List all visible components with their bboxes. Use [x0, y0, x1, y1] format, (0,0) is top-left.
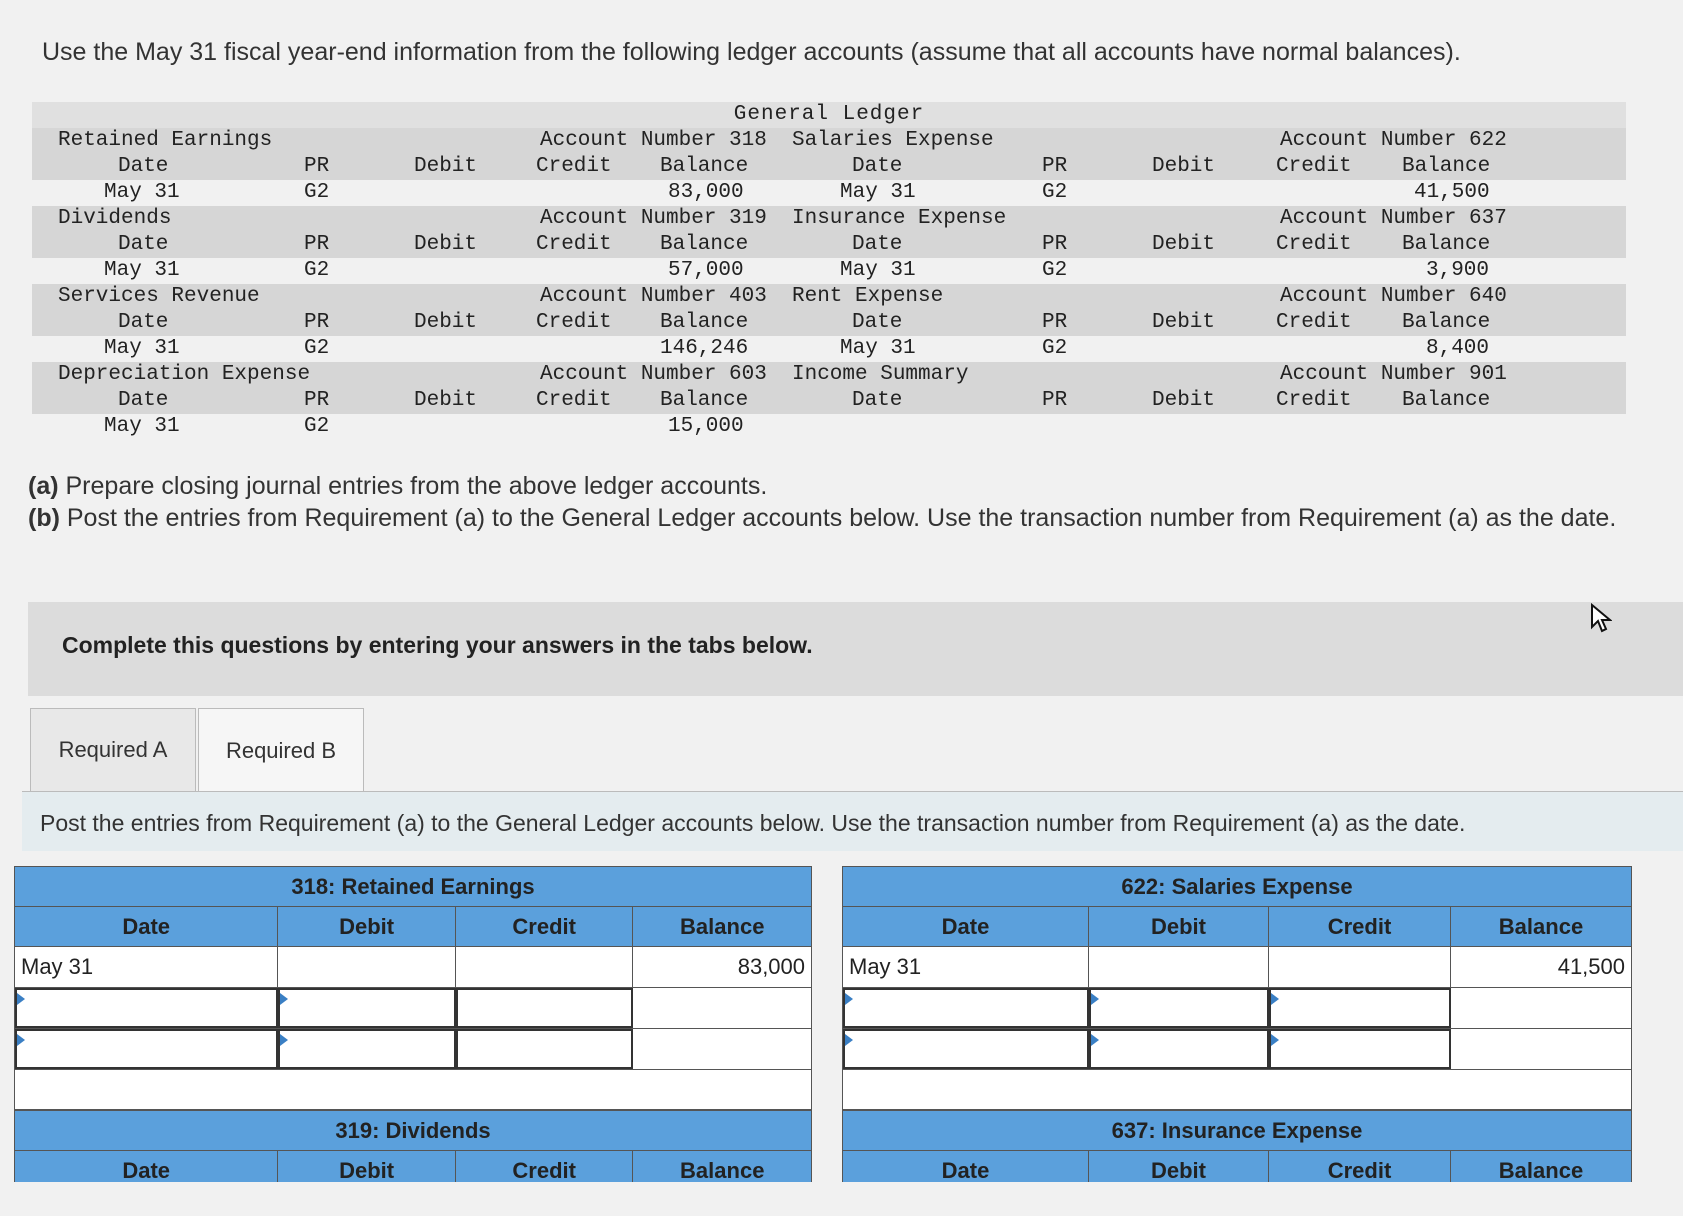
account-name: Rent Expense	[792, 285, 944, 308]
ledger-account-header	[32, 206, 1626, 232]
entry-balance: 3,900	[1426, 259, 1490, 282]
ledger-account-header	[32, 128, 1626, 154]
requirements-text	[28, 470, 1658, 534]
header-debit: Debit	[1089, 1151, 1269, 1182]
entry-balance: 146,246	[660, 337, 749, 360]
col-debit: Debit	[414, 311, 478, 334]
debit-input[interactable]	[1089, 988, 1269, 1028]
col-credit: Credit	[1276, 389, 1352, 412]
debit-input[interactable]	[1089, 1029, 1269, 1069]
col-credit: Credit	[536, 311, 612, 334]
ledger-table-637	[842, 1110, 1632, 1182]
entry-pr: G2	[304, 259, 330, 282]
table-header-row	[843, 907, 1631, 947]
table-title: 637: Insurance Expense	[843, 1111, 1631, 1151]
col-pr: PR	[304, 389, 330, 412]
col-pr: PR	[304, 311, 330, 334]
account-number: Account Number 403	[540, 285, 767, 308]
ledger-entry-row	[32, 180, 1626, 206]
entry-pr: G2	[1042, 337, 1068, 360]
col-balance: Balance	[1402, 155, 1491, 178]
header-date: Date	[843, 1151, 1089, 1182]
col-balance: Balance	[1402, 233, 1491, 256]
col-date: Date	[118, 155, 169, 178]
table-header-row	[15, 1151, 811, 1182]
entry-date: May 31	[104, 259, 180, 282]
debit-input[interactable]	[278, 988, 456, 1028]
header-date: Date	[843, 907, 1089, 946]
entry-date: May 31	[104, 337, 180, 360]
entry-balance: 57,000	[668, 259, 744, 282]
col-date: Date	[852, 155, 903, 178]
table-title: 319: Dividends	[15, 1111, 811, 1151]
header-credit: Credit	[456, 907, 634, 946]
col-balance: Balance	[660, 155, 749, 178]
table-input-row	[15, 1029, 811, 1070]
date-input[interactable]	[843, 1029, 1089, 1069]
account-name: Dividends	[58, 207, 172, 230]
dropdown-marker-icon	[1091, 993, 1099, 1005]
col-balance: Balance	[1402, 311, 1491, 334]
account-number: Account Number 637	[1280, 207, 1507, 230]
account-name: Insurance Expense	[792, 207, 1007, 230]
balance-cell	[1451, 1029, 1631, 1069]
table-input-row	[843, 1029, 1631, 1070]
col-pr: PR	[1042, 233, 1068, 256]
ledger-column-headers	[32, 232, 1626, 258]
balance-cell	[633, 988, 811, 1028]
ledger-column-headers	[32, 154, 1626, 180]
cell-debit	[1089, 947, 1269, 987]
debit-input[interactable]	[278, 1029, 456, 1069]
col-balance: Balance	[660, 311, 749, 334]
entry-date: May 31	[840, 337, 916, 360]
requirement-a	[28, 470, 1658, 502]
balance-cell	[633, 1029, 811, 1069]
account-number: Account Number 603	[540, 363, 767, 386]
col-credit: Credit	[536, 233, 612, 256]
col-debit: Debit	[1152, 389, 1216, 412]
ledger-column-headers	[32, 310, 1626, 336]
dropdown-marker-icon	[280, 993, 288, 1005]
ledger-column-headers	[32, 388, 1626, 414]
account-name: Income Summary	[792, 363, 969, 386]
requirement-a-label: (a)	[28, 472, 59, 500]
tab-panel-instruction	[22, 791, 1683, 851]
col-debit: Debit	[414, 233, 478, 256]
account-number: Account Number 319	[540, 207, 767, 230]
header-debit: Debit	[278, 907, 456, 946]
entry-date: May 31	[840, 181, 916, 204]
tab-required-b[interactable]: Required B	[198, 708, 364, 792]
cell-credit	[1269, 947, 1451, 987]
requirement-b-label: (b)	[28, 504, 60, 532]
account-number: Account Number 622	[1280, 129, 1507, 152]
cell-credit	[456, 947, 634, 987]
entry-date: May 31	[104, 415, 180, 438]
col-credit: Credit	[1276, 233, 1352, 256]
mouse-pointer-icon	[1590, 603, 1612, 633]
col-debit: Debit	[414, 389, 478, 412]
credit-input[interactable]	[456, 988, 634, 1028]
cell-date: May 31	[15, 947, 278, 987]
entry-balance: 15,000	[668, 415, 744, 438]
col-debit: Debit	[1152, 155, 1216, 178]
ledger-entry-row	[32, 336, 1626, 362]
account-name: Depreciation Expense	[58, 363, 311, 386]
col-date: Date	[852, 233, 903, 256]
date-input[interactable]	[15, 988, 278, 1028]
col-credit: Credit	[1276, 311, 1352, 334]
banner-text: Complete this questions by entering your answers in the tabs below.	[62, 632, 813, 658]
dropdown-marker-icon	[280, 1034, 288, 1046]
header-credit: Credit	[456, 1151, 634, 1182]
ledger-table-319	[14, 1110, 812, 1182]
requirement-b-text: Post the entries from Requirement (a) to the General Ledger accounts below. Use the transaction number from Requirement (a) as the date.	[59, 504, 1617, 532]
instructions-banner	[28, 602, 1683, 696]
col-date: Date	[118, 389, 169, 412]
col-credit: Credit	[536, 389, 612, 412]
col-debit: Debit	[1152, 233, 1216, 256]
account-name: Retained Earnings	[58, 129, 273, 152]
ledger-info	[32, 102, 1626, 440]
dropdown-marker-icon	[1271, 993, 1279, 1005]
col-date: Date	[118, 311, 169, 334]
ledger-entry-row	[32, 414, 1626, 440]
entry-balance: 83,000	[668, 181, 744, 204]
dropdown-marker-icon	[845, 1034, 853, 1046]
col-balance: Balance	[660, 389, 749, 412]
col-credit: Credit	[1276, 155, 1352, 178]
header-credit: Credit	[1269, 907, 1451, 946]
requirement-a-text: Prepare closing journal entries from the above ledger accounts.	[58, 472, 768, 500]
entry-balance: 8,400	[1426, 337, 1490, 360]
dropdown-marker-icon	[1271, 1034, 1279, 1046]
account-number: Account Number 640	[1280, 285, 1507, 308]
entry-pr: G2	[304, 415, 330, 438]
table-input-row	[843, 988, 1631, 1029]
col-balance: Balance	[1402, 389, 1491, 412]
credit-input[interactable]	[1269, 1029, 1451, 1069]
ledger-title: General Ledger	[32, 102, 1626, 128]
col-balance: Balance	[660, 233, 749, 256]
table-row	[843, 947, 1631, 988]
ledger-account-header	[32, 362, 1626, 388]
header-balance: Balance	[1498, 914, 1584, 939]
col-pr: PR	[304, 233, 330, 256]
col-debit: Debit	[1152, 311, 1216, 334]
intro-text: Use the May 31 fiscal year-end information from the following ledger accounts (assume that all accounts have normal balances).	[42, 38, 1461, 66]
col-pr: PR	[1042, 389, 1068, 412]
account-number: Account Number 318	[540, 129, 767, 152]
col-date: Date	[852, 389, 903, 412]
table-title: 318: Retained Earnings	[15, 867, 811, 907]
entry-pr: G2	[1042, 181, 1068, 204]
cell-balance: 41,500	[1557, 954, 1625, 979]
date-input[interactable]	[843, 988, 1089, 1028]
header-date: Date	[15, 907, 278, 946]
entry-pr: G2	[1042, 259, 1068, 282]
header-credit: Credit	[1269, 1151, 1451, 1182]
credit-input[interactable]	[456, 1029, 634, 1069]
table-title: 622: Salaries Expense	[843, 867, 1631, 907]
credit-input[interactable]	[1269, 988, 1451, 1028]
account-number: Account Number 901	[1280, 363, 1507, 386]
dropdown-marker-icon	[1091, 1034, 1099, 1046]
cell-date: May 31	[843, 947, 1089, 987]
entry-date: May 31	[104, 181, 180, 204]
col-debit: Debit	[414, 155, 478, 178]
header-balance: Balance	[1498, 1158, 1584, 1182]
table-header-row	[15, 907, 811, 947]
account-name: Services Revenue	[58, 285, 260, 308]
cell-debit	[278, 947, 456, 987]
header-balance: Balance	[680, 1158, 765, 1182]
table-input-row	[15, 988, 811, 1029]
ledger-entry-row	[32, 258, 1626, 284]
dropdown-marker-icon	[17, 993, 25, 1005]
requirement-b	[28, 502, 1658, 534]
date-input[interactable]	[15, 1029, 278, 1069]
header-balance: Balance	[680, 914, 765, 939]
header-debit: Debit	[278, 1151, 456, 1182]
balance-cell	[1451, 988, 1631, 1028]
col-date: Date	[118, 233, 169, 256]
entry-pr: G2	[304, 337, 330, 360]
col-pr: PR	[304, 155, 330, 178]
ledger-table-622	[842, 866, 1632, 1114]
col-pr: PR	[1042, 155, 1068, 178]
account-name: Salaries Expense	[792, 129, 994, 152]
table-spacer	[15, 1070, 811, 1110]
cell-balance: 83,000	[737, 954, 806, 979]
table-row	[15, 947, 811, 988]
col-credit: Credit	[536, 155, 612, 178]
entry-balance: 41,500	[1414, 181, 1490, 204]
ledger-account-header	[32, 284, 1626, 310]
ledger-table-318	[14, 866, 812, 1114]
header-date: Date	[15, 1151, 278, 1182]
entry-date: May 31	[840, 259, 916, 282]
header-debit: Debit	[1089, 907, 1269, 946]
panel-instruction-text: Post the entries from Requirement (a) to the General Ledger accounts below. Use the transaction number from Requirement (a) as the date.	[40, 810, 1466, 836]
dropdown-marker-icon	[17, 1034, 25, 1046]
dropdown-marker-icon	[845, 993, 853, 1005]
table-header-row	[843, 1151, 1631, 1182]
table-spacer	[843, 1070, 1631, 1110]
col-date: Date	[852, 311, 903, 334]
col-pr: PR	[1042, 311, 1068, 334]
tab-required-a[interactable]: Required A	[30, 708, 196, 792]
entry-pr: G2	[304, 181, 330, 204]
